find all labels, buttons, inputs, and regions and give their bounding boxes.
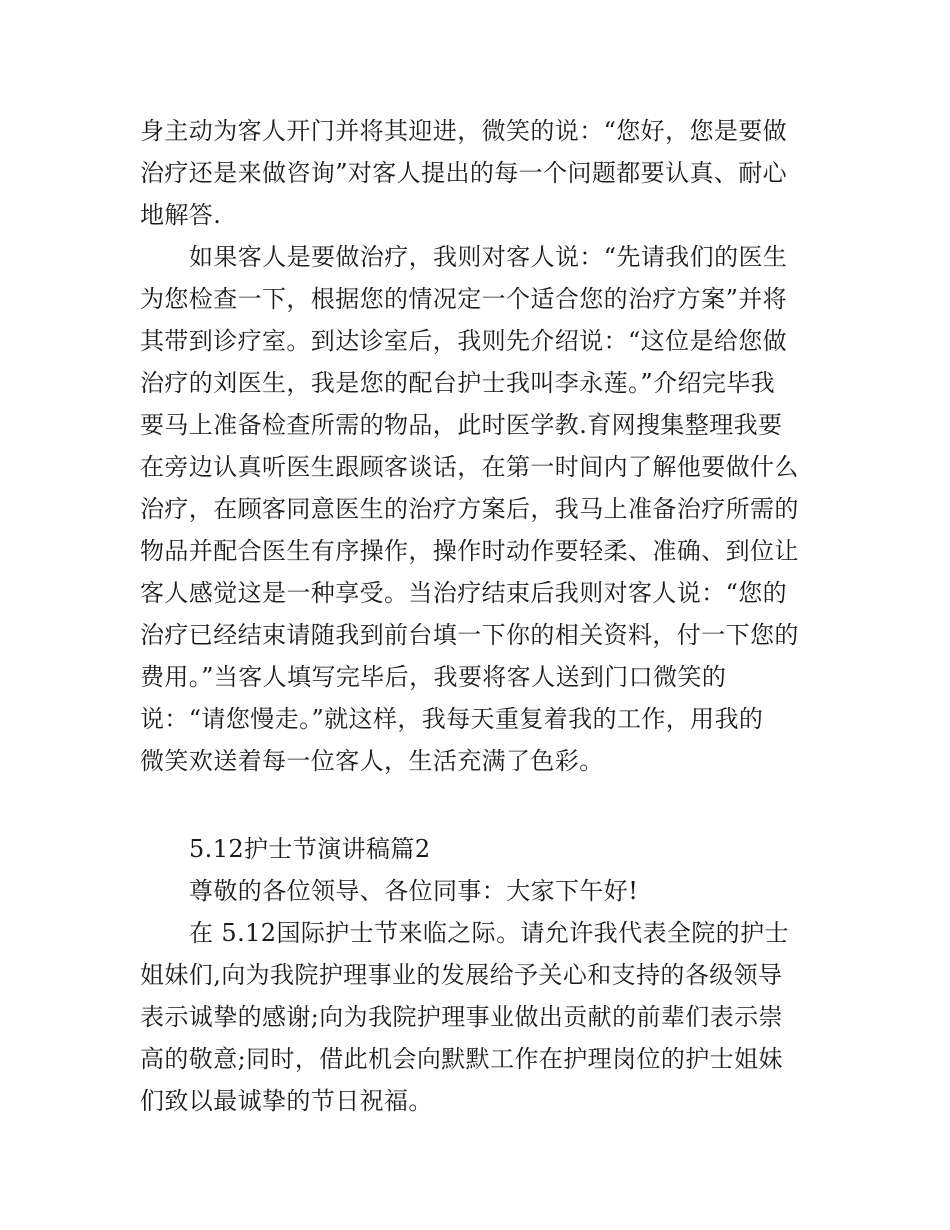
paragraph-2-line-9: 客人感觉这是一种享受。当治疗结束后我则对客人说：“您的 [140, 579, 788, 607]
paragraph-2-line-7: 治疗，在顾客同意医生的治疗方案后，我马上准备治疗所需的 [140, 495, 799, 523]
paragraph-2-line-10: 治疗已经结束请随我到前台填一下你的相关资料，付一下您的 [140, 621, 799, 649]
paragraph-2-line-13: 微笑欢送着每一位客人，生活充满了色彩。 [140, 747, 604, 775]
paragraph-2-line-3: 其带到诊疗室。到达诊室后，我则先介绍说：“这位是给您做 [140, 327, 788, 355]
paragraph-1-line-3: 地解答. [140, 201, 222, 229]
paragraph-2-line-11: 费用。”当客人填写完毕后，我要将客人送到门口微笑的 [140, 663, 727, 691]
section-heading: 5.12护士节演讲稿篇2 [189, 835, 431, 863]
paragraph-3-line-1: 在 5.12国际护士节来临之际。请允许我代表全院的护士 [189, 919, 789, 947]
paragraph-2-line-8: 物品并配合医生有序操作，操作时动作要轻柔、准确、到位让 [140, 537, 799, 565]
paragraph-2-line-4: 治疗的刘医生，我是您的配台护士我叫李永莲。”介绍完毕我 [140, 369, 776, 397]
paragraph-3-line-5: 们致以最诚挚的节日祝福。 [140, 1087, 433, 1115]
paragraph-2-line-6: 在旁边认真听医生跟顾客谈话，在第一时间内了解他要做什么 [140, 453, 799, 481]
paragraph-2-line-12: 说：“请您慢走。”就这样，我每天重复着我的工作，用我的 [140, 705, 764, 733]
greeting-line: 尊敬的各位领导、各位同事：大家下午好! [189, 877, 639, 905]
paragraph-2-line-2: 为您检查一下，根据您的情况定一个适合您的治疗方案”并将 [140, 285, 788, 313]
paragraph-3-line-2: 姐妹们,向为我院护理事业的发展给予关心和支持的各级领导 [140, 961, 783, 989]
paragraph-1-line-1: 身主动为客人开门并将其迎进，微笑的说：“您好，您是要做 [140, 117, 788, 145]
paragraph-2-line-1: 如果客人是要做治疗，我则对客人说：“先请我们的医生 [189, 243, 788, 271]
paragraph-3-line-3: 表示诚挚的感谢;向为我院护理事业做出贡献的前辈们表示崇 [140, 1003, 783, 1031]
paragraph-3-line-4: 高的敬意;同时，借此机会向默默工作在护理岗位的护士姐妹 [140, 1045, 783, 1073]
paragraph-2-line-5: 要马上准备检查所需的物品，此时医学教.育网搜集整理我要 [140, 411, 783, 439]
paragraph-1-line-2: 治疗还是来做咨询”对客人提出的每一个问题都要认真、耐心 [140, 159, 788, 187]
